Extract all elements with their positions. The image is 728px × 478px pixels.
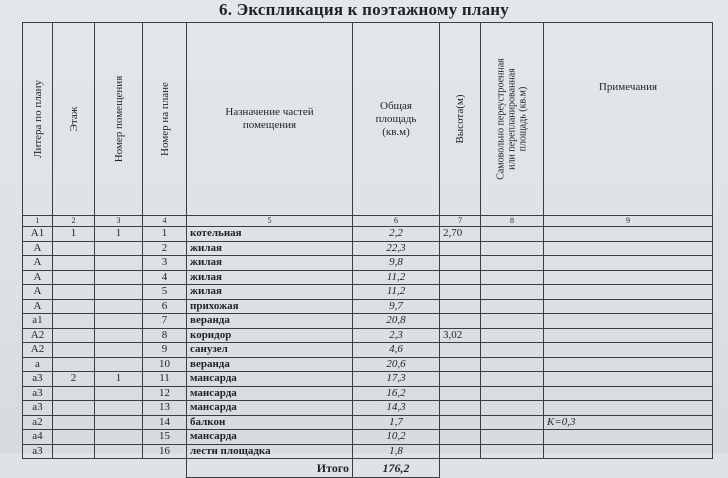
cell-height: [440, 444, 481, 459]
cell-floor: [53, 299, 95, 314]
cell-note: [544, 430, 713, 445]
cell-note: [544, 386, 713, 401]
cell-self-built: [481, 328, 544, 343]
cell-plan-number: 13: [143, 401, 187, 416]
cell-floor: [53, 401, 95, 416]
cell-room-number: [95, 328, 143, 343]
cell-litera: А: [23, 256, 53, 271]
header-litera: Литера по плану: [23, 23, 53, 216]
cell-room-number: 1: [95, 372, 143, 387]
cell-room-number: [95, 314, 143, 329]
cell-area: 2,2: [353, 227, 440, 242]
cell-litera: а4: [23, 430, 53, 445]
header-purpose: Назначение частей помещения: [187, 23, 353, 216]
cell-litera: А1: [23, 227, 53, 242]
cell-floor: [53, 415, 95, 430]
cell-floor: [53, 270, 95, 285]
cell-self-built: [481, 372, 544, 387]
column-number: 9: [544, 216, 713, 227]
cell-litera: а3: [23, 372, 53, 387]
cell-area: 1,8: [353, 444, 440, 459]
column-number: 4: [143, 216, 187, 227]
cell-area: 11,2: [353, 285, 440, 300]
cell-room-number: [95, 299, 143, 314]
cell-area: 9,7: [353, 299, 440, 314]
table-row: [23, 256, 713, 271]
table-row: [23, 386, 713, 401]
cell-self-built: [481, 401, 544, 416]
cell-floor: 1: [53, 227, 95, 242]
table-row: [23, 401, 713, 416]
header-room-number: Номер помещения: [95, 23, 143, 216]
column-number: 6: [353, 216, 440, 227]
table-row: [23, 328, 713, 343]
cell-floor: [53, 357, 95, 372]
cell-note: [544, 444, 713, 459]
cell-purpose: котельная: [187, 227, 353, 242]
table-row: [23, 415, 713, 430]
cell-plan-number: 14: [143, 415, 187, 430]
cell-height: [440, 270, 481, 285]
column-number: 7: [440, 216, 481, 227]
cell-floor: [53, 241, 95, 256]
cell-area: 9,8: [353, 256, 440, 271]
cell-area: 10,2: [353, 430, 440, 445]
cell-purpose: жилая: [187, 270, 353, 285]
cell-height: 3,02: [440, 328, 481, 343]
cell-litera: А2: [23, 328, 53, 343]
cell-room-number: [95, 256, 143, 271]
table-row: [23, 343, 713, 358]
cell-note: [544, 314, 713, 329]
cell-area: 14,3: [353, 401, 440, 416]
cell-height: [440, 299, 481, 314]
cell-self-built: [481, 430, 544, 445]
cell-height: [440, 415, 481, 430]
cell-litera: а2: [23, 415, 53, 430]
cell-purpose: санузел: [187, 343, 353, 358]
table-row: [23, 299, 713, 314]
explication-table: [22, 22, 713, 478]
cell-plan-number: 6: [143, 299, 187, 314]
cell-self-built: [481, 357, 544, 372]
cell-plan-number: 4: [143, 270, 187, 285]
cell-room-number: [95, 357, 143, 372]
cell-litera: А: [23, 241, 53, 256]
header-height: Высота(м): [440, 23, 481, 216]
cell-litera: а: [23, 357, 53, 372]
cell-floor: [53, 285, 95, 300]
total-label: Итого: [187, 459, 353, 478]
cell-floor: [53, 256, 95, 271]
cell-plan-number: 9: [143, 343, 187, 358]
cell-self-built: [481, 314, 544, 329]
cell-note: [544, 372, 713, 387]
column-number: 5: [187, 216, 353, 227]
cell-plan-number: 1: [143, 227, 187, 242]
cell-litera: А2: [23, 343, 53, 358]
cell-self-built: [481, 343, 544, 358]
table-body: [23, 227, 713, 459]
cell-note: [544, 256, 713, 271]
cell-note: [544, 401, 713, 416]
cell-height: [440, 372, 481, 387]
cell-room-number: [95, 285, 143, 300]
table-row: [23, 430, 713, 445]
document-title: 6. Экспликация к поэтажному плану: [219, 0, 509, 19]
cell-height: [440, 343, 481, 358]
cell-room-number: [95, 343, 143, 358]
cell-floor: [53, 328, 95, 343]
cell-floor: [53, 314, 95, 329]
cell-litera: А: [23, 285, 53, 300]
cell-room-number: [95, 430, 143, 445]
header-area: Общая площадь (кв.м): [353, 23, 440, 216]
cell-area: 20,8: [353, 314, 440, 329]
cell-note: К=0,3: [544, 415, 713, 430]
table-row: [23, 270, 713, 285]
cell-purpose: мансарда: [187, 401, 353, 416]
cell-litera: А: [23, 299, 53, 314]
cell-note: [544, 285, 713, 300]
cell-purpose: веранда: [187, 314, 353, 329]
cell-height: [440, 386, 481, 401]
cell-purpose: жилая: [187, 256, 353, 271]
cell-purpose: мансарда: [187, 386, 353, 401]
cell-note: [544, 328, 713, 343]
table-row: [23, 227, 713, 242]
cell-room-number: [95, 386, 143, 401]
header-row: [23, 23, 713, 216]
cell-floor: [53, 343, 95, 358]
cell-room-number: 1: [95, 227, 143, 242]
cell-self-built: [481, 241, 544, 256]
cell-purpose: мансарда: [187, 372, 353, 387]
cell-plan-number: 16: [143, 444, 187, 459]
cell-height: [440, 285, 481, 300]
cell-purpose: жилая: [187, 241, 353, 256]
cell-litera: а1: [23, 314, 53, 329]
cell-area: 20,6: [353, 357, 440, 372]
cell-room-number: [95, 270, 143, 285]
cell-purpose: мансарда: [187, 430, 353, 445]
cell-self-built: [481, 256, 544, 271]
cell-floor: [53, 430, 95, 445]
column-number: 8: [481, 216, 544, 227]
cell-litera: А: [23, 270, 53, 285]
total-value: 176,2: [353, 459, 440, 478]
header-floor: Этаж: [53, 23, 95, 216]
cell-self-built: [481, 386, 544, 401]
cell-note: [544, 343, 713, 358]
cell-self-built: [481, 270, 544, 285]
cell-plan-number: 10: [143, 357, 187, 372]
cell-height: 2,70: [440, 227, 481, 242]
cell-plan-number: 11: [143, 372, 187, 387]
cell-purpose: лестн площадка: [187, 444, 353, 459]
cell-note: [544, 357, 713, 372]
cell-area: 1,7: [353, 415, 440, 430]
cell-plan-number: 3: [143, 256, 187, 271]
cell-purpose: веранда: [187, 357, 353, 372]
header-notes: Примечания: [544, 23, 713, 216]
table-row: [23, 241, 713, 256]
cell-area: 16,2: [353, 386, 440, 401]
cell-self-built: [481, 285, 544, 300]
cell-purpose: прихожая: [187, 299, 353, 314]
cell-area: 22,3: [353, 241, 440, 256]
cell-floor: [53, 386, 95, 401]
cell-area: 17,3: [353, 372, 440, 387]
cell-plan-number: 5: [143, 285, 187, 300]
cell-room-number: [95, 444, 143, 459]
column-number: 1: [23, 216, 53, 227]
header-plan-number: Номер на плане: [143, 23, 187, 216]
cell-area: 2,3: [353, 328, 440, 343]
cell-plan-number: 15: [143, 430, 187, 445]
cell-purpose: коридор: [187, 328, 353, 343]
cell-height: [440, 256, 481, 271]
cell-note: [544, 241, 713, 256]
column-number-row: [23, 216, 713, 227]
cell-plan-number: 12: [143, 386, 187, 401]
cell-height: [440, 241, 481, 256]
cell-room-number: [95, 241, 143, 256]
cell-self-built: [481, 227, 544, 242]
total-row: [23, 459, 713, 478]
table-row: [23, 357, 713, 372]
cell-floor: [53, 444, 95, 459]
table-row: [23, 314, 713, 329]
cell-height: [440, 357, 481, 372]
cell-plan-number: 8: [143, 328, 187, 343]
cell-self-built: [481, 444, 544, 459]
cell-height: [440, 314, 481, 329]
cell-note: [544, 227, 713, 242]
cell-room-number: [95, 415, 143, 430]
cell-note: [544, 299, 713, 314]
cell-purpose: жилая: [187, 285, 353, 300]
cell-note: [544, 270, 713, 285]
cell-plan-number: 7: [143, 314, 187, 329]
cell-self-built: [481, 415, 544, 430]
cell-area: 11,2: [353, 270, 440, 285]
table-row: [23, 285, 713, 300]
column-number: 2: [53, 216, 95, 227]
table-row: [23, 372, 713, 387]
cell-purpose: балкон: [187, 415, 353, 430]
cell-height: [440, 401, 481, 416]
cell-area: 4,6: [353, 343, 440, 358]
cell-litera: а3: [23, 444, 53, 459]
header-self-built: Самовольно переустроенная или перепланированная площадь (кв.м): [481, 23, 544, 216]
cell-litera: а3: [23, 401, 53, 416]
column-number: 3: [95, 216, 143, 227]
cell-height: [440, 430, 481, 445]
cell-self-built: [481, 299, 544, 314]
cell-plan-number: 2: [143, 241, 187, 256]
cell-floor: 2: [53, 372, 95, 387]
cell-litera: а3: [23, 386, 53, 401]
cell-room-number: [95, 401, 143, 416]
table-row: [23, 444, 713, 459]
